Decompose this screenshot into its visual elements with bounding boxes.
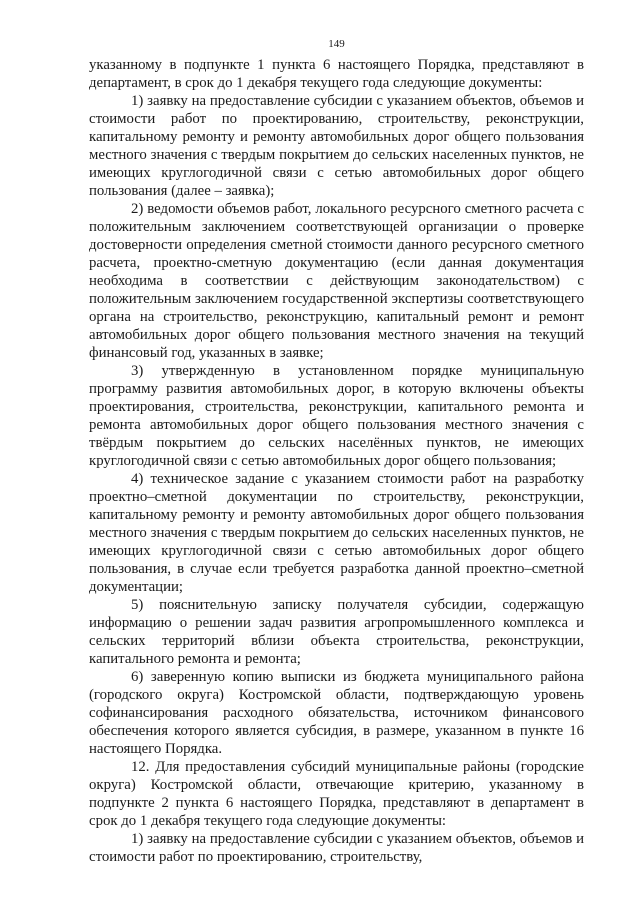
paragraph-item-6-budget-extract: 6) заверенную копию выписки из бюджета муниципального района (городского округа) Костромской области, подтверждающую уровень софинансирования расходного обязательства, источником финансового обеспечения которого является субсидия, в размере, указанном в пункте 16 настоящего Порядка. xyxy=(89,669,584,757)
paragraph-clause-12-item-1: 1) заявку на предоставление субсидии с указанием объектов, объемов и стоимости работ по проектированию, строительству, xyxy=(89,831,584,865)
document-body xyxy=(89,56,584,866)
paragraph-item-1-application: 1) заявку на предоставление субсидии с указанием объектов, объемов и стоимости работ по проектированию, строительству, реконструкции, капитальному ремонту и ремонту автомобильных дорог общего пользования местного значения с твердым покрытием до сельских населенных пунктов, не имеющих круглогодичной связи с сетью автомобильных дорог общего пользования (далее – заявка); xyxy=(89,93,584,199)
paragraph-item-4-technical-task: 4) техническое задание с указанием стоимости работ на разработку проектно–сметной документации по строительству, реконструкции, капитальному ремонту и ремонту автомобильных дорог общего пользования местного значения с твердым покрытием до сельских населенных пунктов, не имеющих круглогодичной связи с сетью автомобильных дорог общего пользования, в случае если требуется разработка данной проектно–сметной документации; xyxy=(89,471,584,595)
paragraph-item-2-statements: 2) ведомости объемов работ, локального ресурсного сметного расчета с положительным заключением соответствующей организации о проверке достоверности определения сметной стоимости данного ресурсного сметного расчета, проектно-сметную документацию (если данная документация необходима в соответствии с действующим законодательством) с положительным заключением государственной экспертизы соответствующего органа на строительство, реконструкцию, капитальный ремонт и ремонт автомобильных дорог общего пользования местного значения на текущий финансовый год, указанных в заявке; xyxy=(89,201,584,361)
paragraph-item-5-explanatory-note: 5) пояснительную записку получателя субсидии, содержащую информацию о решении задач развития агропромышленного комплекса и сельских территорий вблизи объекта строительства, реконструкции, капитального ремонта и ремонта; xyxy=(89,597,584,667)
paragraph-clause-12: 12. Для предоставления субсидий муниципальные районы (городские округа) Костромской области, отвечающие критерию, указанному в подпункте 2 пункта 6 настоящего Порядка, представляют в департамент в срок до 1 декабря текущего года следующие документы: xyxy=(89,759,584,829)
paragraph-continuation: указанному в подпункте 1 пункта 6 настоящего Порядка, представляют в департамент, в срок до 1 декабря текущего года следующие документы: xyxy=(89,57,584,91)
paragraph-item-3-program: 3) утвержденную в установленном порядке муниципальную программу развития автомобильных дорог, в которую включены объекты проектирования, строительства, реконструкции, капитального ремонта и ремонта автомобильных дорог общего пользования местного значения с твёрдым покрытием до сельских населённых пунктов, не имеющих круглогодичной связи с сетью автомобильных дорог общего пользования; xyxy=(89,363,584,469)
page-number: 149 xyxy=(328,38,345,50)
